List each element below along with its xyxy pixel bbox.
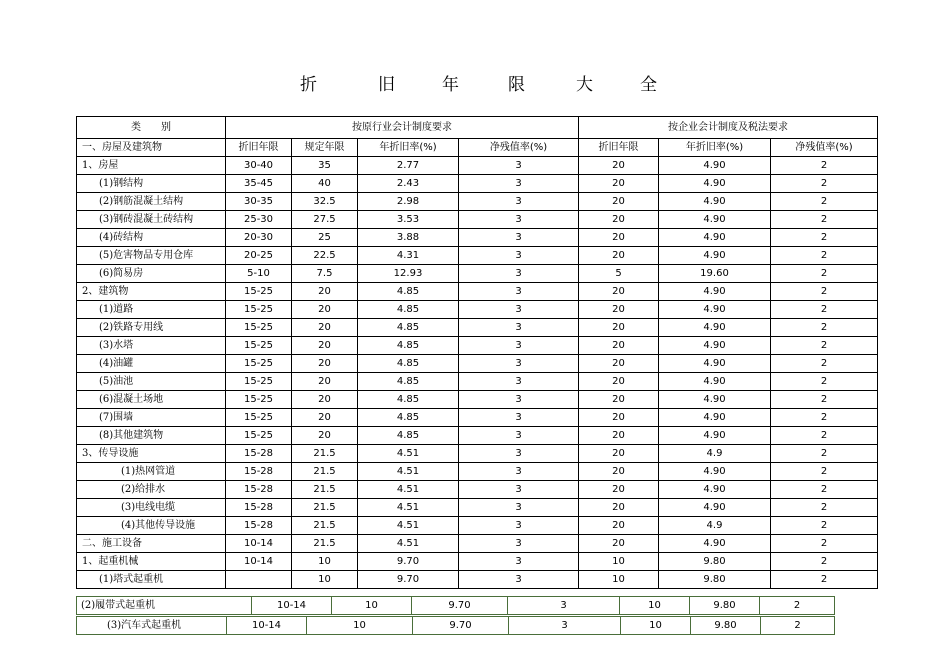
table-cell: 3: [459, 535, 579, 553]
row-category: (3)钢砖混凝土砖结构: [77, 211, 226, 229]
table-cell: 15-25: [226, 283, 292, 301]
table-cell: 3: [459, 355, 579, 373]
row-category: (5)油池: [77, 373, 226, 391]
table-cell: 21.5: [292, 481, 358, 499]
row-category: (2)钢筋混凝土结构: [77, 193, 226, 211]
table-cell: 2: [771, 445, 878, 463]
table-cell: 20: [292, 409, 358, 427]
table-cell: 10-14: [226, 535, 292, 553]
table-cell: 3: [459, 229, 579, 247]
title-char: 大: [576, 75, 593, 95]
table-cell: 4.85: [358, 337, 459, 355]
table-cell: 4.90: [659, 211, 771, 229]
table-cell: 20: [579, 337, 659, 355]
title-char: 旧: [378, 75, 395, 95]
table-cell: 4.85: [358, 319, 459, 337]
table-cell: 20: [579, 499, 659, 517]
table-cell: 4.85: [358, 427, 459, 445]
row-category: (3)水塔: [77, 337, 226, 355]
table-row: [77, 211, 878, 229]
column-header: 年折旧率(%): [659, 139, 771, 157]
table-cell: 9.70: [358, 553, 459, 571]
column-header: 折旧年限: [579, 139, 659, 157]
table-cell: 20: [579, 409, 659, 427]
table-cell: 4.51: [358, 517, 459, 535]
table-cell: 2: [771, 553, 878, 571]
title-char: 年: [442, 75, 459, 95]
table-cell: 20: [579, 355, 659, 373]
row-category: (4)油罐: [77, 355, 226, 373]
table-cell: 15-28: [226, 481, 292, 499]
table-cell: 5-10: [226, 265, 292, 283]
table-cell: 4.90: [659, 355, 771, 373]
table-row: [77, 301, 878, 319]
header-group-enterprise: 按企业会计制度及税法要求: [579, 117, 878, 139]
table-cell: 2: [771, 535, 878, 553]
table-cell: 10-14: [252, 597, 332, 615]
table-row: [77, 445, 878, 463]
table-cell: 15-25: [226, 319, 292, 337]
table-cell: 20: [579, 319, 659, 337]
table-cell: 3: [459, 391, 579, 409]
table-cell: 4.85: [358, 409, 459, 427]
table-cell: 4.90: [659, 463, 771, 481]
table-cell: 10: [621, 617, 691, 635]
table-cell: 20: [579, 445, 659, 463]
table-cell: 20: [292, 319, 358, 337]
row-category: (2)给排水: [77, 481, 226, 499]
table-cell: 2.43: [358, 175, 459, 193]
table-cell: 10: [579, 553, 659, 571]
table-cell: 3: [459, 211, 579, 229]
table-row: [77, 571, 878, 589]
table-cell: 20: [579, 301, 659, 319]
table-row: [77, 193, 878, 211]
table-cell: 20: [579, 427, 659, 445]
table-cell: 3: [459, 553, 579, 571]
table-cell: 20-30: [226, 229, 292, 247]
extra-row-table: [76, 616, 835, 635]
table-cell: 20-25: [226, 247, 292, 265]
table-row: [77, 247, 878, 265]
table-cell: 15-25: [226, 391, 292, 409]
table-cell: 4.90: [659, 337, 771, 355]
table-cell: 20: [292, 391, 358, 409]
table-cell: 3: [459, 517, 579, 535]
table-cell: 2: [771, 463, 878, 481]
table-cell: 20: [579, 247, 659, 265]
table-cell: 21.5: [292, 499, 358, 517]
table-row: [77, 229, 878, 247]
table-cell: 20: [579, 193, 659, 211]
table-cell: 4.31: [358, 247, 459, 265]
title-char: 全: [640, 75, 657, 95]
row-category: (4)其他传导设施: [77, 517, 226, 535]
table-cell: 2: [771, 427, 878, 445]
table-cell: 15-25: [226, 337, 292, 355]
table-cell: 2: [771, 391, 878, 409]
table-cell: 25: [292, 229, 358, 247]
row-category: (4)砖结构: [77, 229, 226, 247]
table-cell: 3.88: [358, 229, 459, 247]
row-category: (1)钢结构: [77, 175, 226, 193]
table-cell: 3: [459, 445, 579, 463]
extra-row-table: [76, 596, 835, 615]
table-cell: 4.51: [358, 535, 459, 553]
table-row: [77, 373, 878, 391]
table-cell: 4.9: [659, 517, 771, 535]
table-cell: 3: [459, 499, 579, 517]
table-cell: 35-45: [226, 175, 292, 193]
table-cell: 2: [771, 247, 878, 265]
row-category: (2)铁路专用线: [77, 319, 226, 337]
table-cell: 20: [292, 427, 358, 445]
table-cell: 40: [292, 175, 358, 193]
table-cell: 4.90: [659, 535, 771, 553]
table-row: [77, 481, 878, 499]
table-cell: 15-28: [226, 463, 292, 481]
table-cell: 3.53: [358, 211, 459, 229]
table-cell: 3: [459, 481, 579, 499]
table-cell: 4.51: [358, 481, 459, 499]
table-cell: 32.5: [292, 193, 358, 211]
table-cell: 12.93: [358, 265, 459, 283]
table-cell: 20: [579, 391, 659, 409]
table-cell: 4.90: [659, 373, 771, 391]
table-cell: 20: [579, 481, 659, 499]
table-cell: 2: [771, 301, 878, 319]
table-cell: 20: [579, 283, 659, 301]
title-char: 折: [300, 75, 317, 95]
table-cell: 4.51: [358, 445, 459, 463]
table-cell: 9.80: [659, 571, 771, 589]
column-header: 净残值率(%): [771, 139, 878, 157]
table-cell: 35: [292, 157, 358, 175]
table-cell: 2.98: [358, 193, 459, 211]
table-row: [77, 157, 878, 175]
table-cell: 2: [771, 373, 878, 391]
table-cell: 21.5: [292, 535, 358, 553]
table-cell: 4.90: [659, 157, 771, 175]
table-cell: 3: [459, 373, 579, 391]
table-cell: 4.90: [659, 499, 771, 517]
table-cell: 5: [579, 265, 659, 283]
table-cell: 19.60: [659, 265, 771, 283]
row-category: (6)混凝土场地: [77, 391, 226, 409]
table-cell: 2: [771, 409, 878, 427]
table-cell: 4.90: [659, 409, 771, 427]
table-cell: 3: [459, 427, 579, 445]
table-cell: 2: [760, 597, 835, 615]
table-cell: 4.85: [358, 301, 459, 319]
table-cell: 20: [292, 337, 358, 355]
table-cell: 2: [771, 175, 878, 193]
table-row: [77, 499, 878, 517]
table-cell: 20: [579, 535, 659, 553]
row-category: (3)汽车式起重机: [77, 617, 227, 635]
row-category: (1)塔式起重机: [77, 571, 226, 589]
table-row: [77, 265, 878, 283]
header-row-groups: [77, 117, 878, 139]
table-row: [77, 597, 835, 615]
table-cell: 4.51: [358, 499, 459, 517]
table-row: [77, 319, 878, 337]
table-cell: 15-25: [226, 409, 292, 427]
table-cell: 3: [459, 337, 579, 355]
table-cell: 3: [509, 617, 621, 635]
table-cell: 20: [292, 283, 358, 301]
table-cell: 3: [459, 247, 579, 265]
table-row: [77, 175, 878, 193]
table-cell: 4.90: [659, 301, 771, 319]
table-cell: 22.5: [292, 247, 358, 265]
table-cell: 10: [579, 571, 659, 589]
row-category: (3)电线电缆: [77, 499, 226, 517]
table-cell: 2: [771, 355, 878, 373]
table-cell: 20: [579, 211, 659, 229]
row-category: 2、建筑物: [77, 283, 226, 301]
table-cell: 4.51: [358, 463, 459, 481]
table-cell: 9.70: [412, 597, 508, 615]
table-cell: 30-35: [226, 193, 292, 211]
table-cell: 7.5: [292, 265, 358, 283]
table-cell: 25-30: [226, 211, 292, 229]
table-cell: 10: [292, 571, 358, 589]
row-category: (1)热网管道: [77, 463, 226, 481]
table-cell: 4.9: [659, 445, 771, 463]
table-cell: 4.90: [659, 391, 771, 409]
table-cell: 2: [771, 283, 878, 301]
table-cell: 4.90: [659, 193, 771, 211]
table-cell: 27.5: [292, 211, 358, 229]
table-cell: 3: [459, 463, 579, 481]
table-row: [77, 463, 878, 481]
table-cell: 2: [761, 617, 835, 635]
table-cell: 4.85: [358, 373, 459, 391]
table-cell: 2: [771, 211, 878, 229]
table-cell: 20: [579, 157, 659, 175]
table-cell: 3: [508, 597, 620, 615]
table-cell: 2: [771, 571, 878, 589]
row-category: (2)履带式起重机: [77, 597, 252, 615]
table-row: [77, 535, 878, 553]
column-header: 净残值率(%): [459, 139, 579, 157]
table-cell: 2: [771, 499, 878, 517]
table-row: [77, 391, 878, 409]
table-cell: 9.80: [659, 553, 771, 571]
table-cell: 15-25: [226, 355, 292, 373]
table-cell: 2.77: [358, 157, 459, 175]
table-cell: 15-25: [226, 301, 292, 319]
table-cell: 3: [459, 283, 579, 301]
table-cell: 20: [579, 373, 659, 391]
table-cell: 10: [332, 597, 412, 615]
table-cell: 10-14: [227, 617, 307, 635]
table-cell: 4.90: [659, 319, 771, 337]
table-cell: 20: [292, 301, 358, 319]
table-cell: 3: [459, 193, 579, 211]
table-cell: 4.85: [358, 283, 459, 301]
header-group-original: 按原行业会计制度要求: [226, 117, 579, 139]
row-category: (8)其他建筑物: [77, 427, 226, 445]
table-row: [77, 283, 878, 301]
row-category: (6)简易房: [77, 265, 226, 283]
header-row-columns: [77, 139, 878, 157]
table-cell: 4.90: [659, 247, 771, 265]
table-row: [77, 517, 878, 535]
table-cell: 2: [771, 481, 878, 499]
row-category: 1、起重机械: [77, 553, 226, 571]
table-row: [77, 337, 878, 355]
table-cell: 9.80: [690, 597, 760, 615]
table-cell: 20: [579, 463, 659, 481]
table-cell: 20: [579, 517, 659, 535]
row-category: 1、房屋: [77, 157, 226, 175]
table-cell: 10-14: [226, 553, 292, 571]
table-cell: 21.5: [292, 445, 358, 463]
table-cell: 2: [771, 229, 878, 247]
table-cell: 2: [771, 157, 878, 175]
table-cell: 3: [459, 319, 579, 337]
table-cell: 30-40: [226, 157, 292, 175]
table-cell: 4.90: [659, 175, 771, 193]
table-cell: 10: [620, 597, 690, 615]
depreciation-table: [76, 116, 878, 589]
title-char: 限: [508, 75, 525, 95]
row-category: 3、传导设施: [77, 445, 226, 463]
table-cell: 21.5: [292, 463, 358, 481]
table-cell: 9.80: [691, 617, 761, 635]
table-cell: 10: [292, 553, 358, 571]
table-row: [77, 617, 835, 635]
column-header: 折旧年限: [226, 139, 292, 157]
table-row: [77, 427, 878, 445]
row-category: 一、房屋及建筑物: [77, 139, 226, 157]
column-header: 年折旧率(%): [358, 139, 459, 157]
header-category: 类 别: [77, 117, 226, 139]
table-cell: 21.5: [292, 517, 358, 535]
table-cell: [226, 571, 292, 589]
table-cell: 3: [459, 265, 579, 283]
table-cell: 4.85: [358, 391, 459, 409]
table-cell: 2: [771, 265, 878, 283]
table-cell: 20: [579, 229, 659, 247]
table-cell: 3: [459, 409, 579, 427]
table-cell: 4.90: [659, 427, 771, 445]
table-cell: 15-25: [226, 373, 292, 391]
table-cell: 15-25: [226, 427, 292, 445]
column-header: 规定年限: [292, 139, 358, 157]
table-cell: 20: [292, 355, 358, 373]
document-title: [0, 70, 950, 94]
table-cell: 2: [771, 319, 878, 337]
table-cell: 2: [771, 517, 878, 535]
table-cell: 2: [771, 193, 878, 211]
table-cell: 3: [459, 301, 579, 319]
table-cell: 15-28: [226, 517, 292, 535]
table-cell: 10: [307, 617, 413, 635]
table-cell: 4.90: [659, 283, 771, 301]
row-category: (1)道路: [77, 301, 226, 319]
table-cell: 2: [771, 337, 878, 355]
table-cell: 20: [292, 373, 358, 391]
table-row: [77, 553, 878, 571]
table-cell: 9.70: [413, 617, 509, 635]
table-cell: 3: [459, 571, 579, 589]
table-row: [77, 409, 878, 427]
table-cell: 4.90: [659, 481, 771, 499]
table-cell: 20: [579, 175, 659, 193]
table-cell: 9.70: [358, 571, 459, 589]
table-row: [77, 355, 878, 373]
table-cell: 3: [459, 157, 579, 175]
table-cell: 4.85: [358, 355, 459, 373]
table-cell: 4.90: [659, 229, 771, 247]
table-cell: 15-28: [226, 499, 292, 517]
row-category: 二、施工设备: [77, 535, 226, 553]
table-cell: 3: [459, 175, 579, 193]
table-cell: 15-28: [226, 445, 292, 463]
row-category: (7)围墙: [77, 409, 226, 427]
row-category: (5)危害物品专用仓库: [77, 247, 226, 265]
